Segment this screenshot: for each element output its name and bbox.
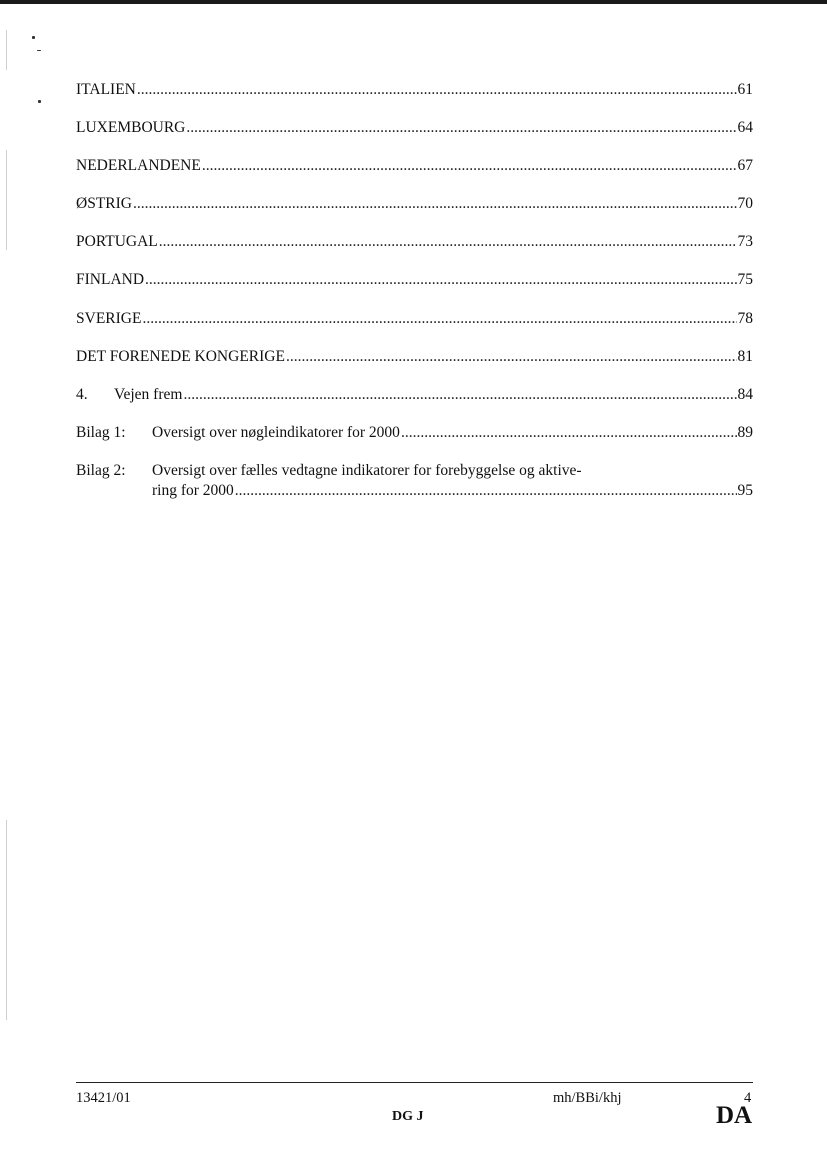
toc-entry-sverige[interactable] (76, 309, 753, 329)
dot-leader (401, 423, 737, 443)
toc-entry-label: SVERIGE (76, 310, 142, 327)
footer-page-number: 4 (744, 1090, 752, 1106)
toc-entry-label: ITALIEN (76, 81, 136, 98)
toc-entry-label: NEDERLANDENE (76, 157, 201, 174)
footer-rule (76, 1082, 753, 1083)
toc-entry-label: DET FORENEDE KONGERIGE (76, 348, 285, 365)
toc-entry-label: LUXEMBOURG (76, 119, 186, 136)
toc-entry-bilag-1[interactable] (76, 423, 753, 443)
dot-leader (133, 194, 737, 214)
toc-entry-nederlandene[interactable] (76, 156, 753, 176)
toc-entry-label: Vejen frem (114, 386, 183, 403)
toc-entry-page: 70 (737, 195, 753, 212)
toc-entry-portugal[interactable] (76, 232, 753, 252)
footer-doc-number: 13421/01 (76, 1090, 131, 1106)
toc-entry-label: ØSTRIG (76, 195, 132, 212)
dot-leader (186, 118, 736, 138)
toc-entry-page: 73 (737, 233, 753, 250)
toc-entry-label: FINLAND (76, 271, 145, 288)
dot-leader (137, 80, 737, 100)
footer-language-code: DA (716, 1102, 753, 1129)
scan-speck (32, 36, 35, 39)
dot-leader (145, 270, 736, 290)
scan-speck (37, 50, 41, 51)
toc-entry-page: 75 (737, 271, 753, 288)
appendix-prefix: Bilag 2: (76, 462, 126, 479)
toc-entry-label: Oversigt over nøgleindikatorer for 2000 (152, 424, 400, 441)
dot-leader (142, 309, 736, 329)
toc-entry-page: 78 (737, 310, 753, 327)
toc-entry-label-line1: Oversigt over fælles vedtagne indikatorer for forebyggelse og aktive- (152, 462, 582, 479)
toc-entry-finland[interactable] (76, 270, 753, 290)
dot-leader (183, 385, 736, 405)
scan-margin-mark (6, 820, 7, 1020)
footer-directorate: DG J (392, 1109, 424, 1124)
scan-margin-mark (6, 30, 7, 70)
toc-entry-luxembourg[interactable] (76, 118, 753, 138)
section-number: 4. (76, 386, 88, 403)
toc-entry-bilag-2-line2[interactable] (152, 481, 753, 501)
toc-entry-label: PORTUGAL (76, 233, 158, 250)
scan-margin-mark (6, 150, 7, 250)
toc-entry-page: 84 (737, 386, 753, 403)
toc-entry-page: 61 (737, 81, 753, 98)
appendix-prefix: Bilag 1: (76, 424, 126, 441)
footer-reference: mh/BBi/khj (553, 1090, 622, 1106)
toc-entry-page: 67 (737, 157, 753, 174)
dot-leader (235, 481, 737, 501)
toc-entry-page: 95 (737, 482, 753, 499)
toc-entry-italien[interactable] (76, 80, 753, 100)
top-border-rule (0, 0, 827, 4)
toc-entry-bilag-2-line1[interactable] (76, 461, 582, 481)
toc-entry-page: 81 (737, 348, 753, 365)
scan-speck (38, 100, 41, 103)
toc-entry-page: 89 (737, 424, 753, 441)
toc-entry-section-4[interactable] (76, 385, 753, 405)
toc-entry-det-forenede-kongerige[interactable] (76, 347, 753, 367)
toc-entry-ostrig[interactable] (76, 194, 753, 214)
toc-entry-label-line2: ring for 2000 (152, 482, 234, 499)
dot-leader (286, 347, 737, 367)
toc-entry-page: 64 (737, 119, 753, 136)
dot-leader (202, 156, 737, 176)
dot-leader (159, 232, 737, 252)
